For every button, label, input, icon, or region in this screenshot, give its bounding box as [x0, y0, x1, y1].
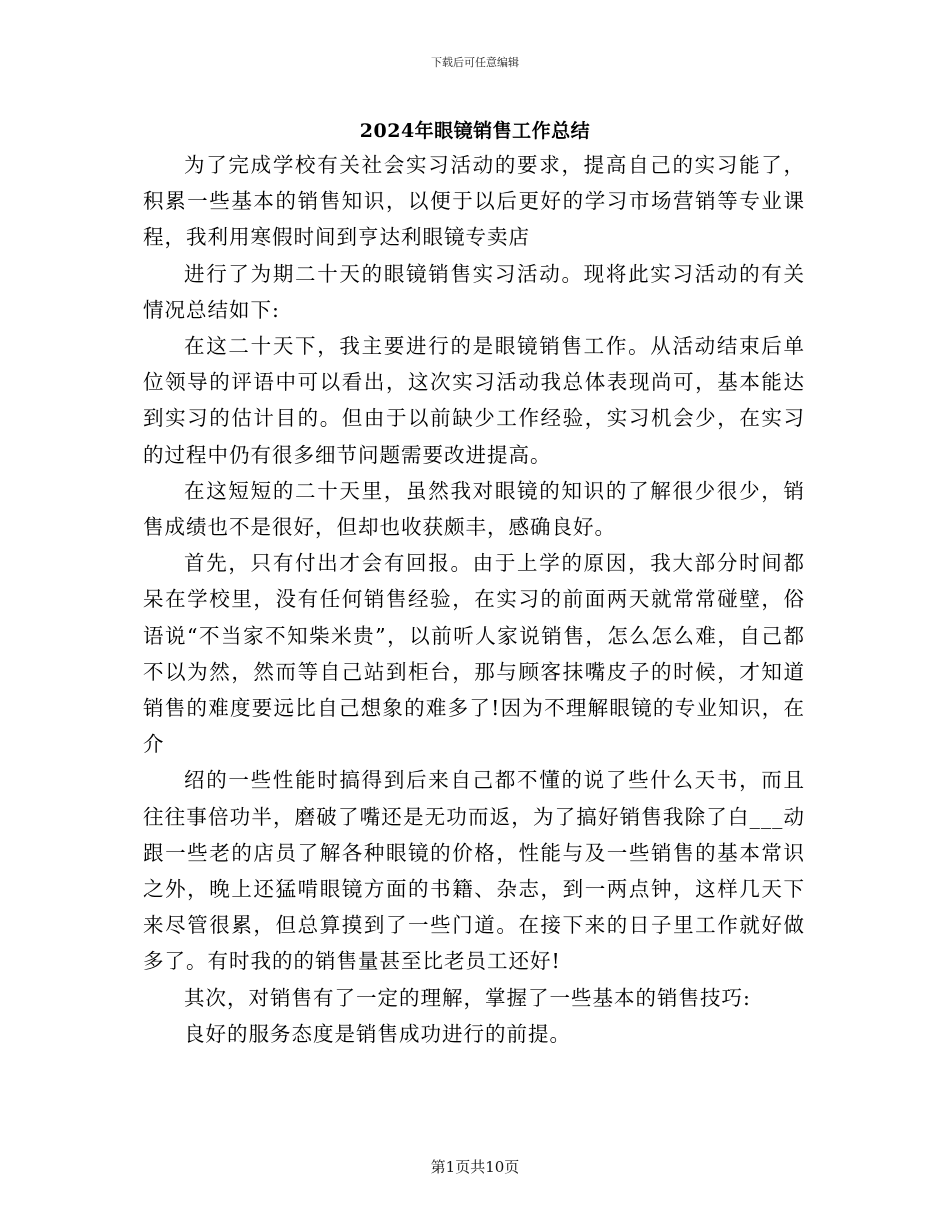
header-note: 下载后可任意编辑 [431, 56, 519, 69]
paragraph: 在这二十天下，我主要进行的是眼镜销售工作。从活动结束后单位领导的评语中可以看出，这次实习活动我总体表现尚可，基本能达到实习的估计目的。但由于以前缺少工作经验，实习机会少，在实习的过程中仍有很多细节问题需要改进提高。 [143, 334, 805, 467]
document-title: 2024年眼镜销售工作总结 [359, 120, 591, 142]
paragraph: 良好的服务态度是销售成功进行的前提。 [184, 1021, 571, 1046]
paragraph: 其次，对销售有了一定的理解，掌握了一些基本的销售技巧: [184, 985, 751, 1010]
document-body [143, 147, 805, 1052]
paragraph: 首先，只有付出才会有回报。由于上学的原因，我大部分时间都呆在学校里，没有任何销售经验，在实习的前面两天就常常碰壁，俗语说“不当家不知柴米贵”，以前听人家说销售，怎么怎么难，自己都不以为然，然而等自己站到柜台，那与顾客抹嘴皮子的时候，才知道销售的难度要远比自己想象的难多了!因为不理解眼镜的专业知识，在介 [143, 551, 805, 757]
paragraph: 为了完成学校有关社会实习活动的要求，提高自己的实习能了，积累一些基本的销售知识，以便于以后更好的学习市场营销等专业课程，我利用寒假时间到亨达利眼镜专卖店 [143, 153, 805, 250]
paragraph: 进行了为期二十天的眼镜销售实习活动。现将此实习活动的有关情况总结如下: [143, 261, 805, 322]
paragraph: 绍的一些性能时搞得到后来自己都不懂的说了些什么天书，而且往往事倍功半，磨破了嘴还是无功而返，为了搞好销售我除了白___动跟一些老的店员了解各种眼镜的价格，性能与及一些销售的基本常识之外，晚上还猛啃眼镜方面的书籍、杂志，到一两点钟，这样几天下来尽管很累，但总算摸到了一些门道。在接下来的日子里工作就好做多了。有时我的的销售量甚至比老员工还好! [143, 768, 805, 974]
paragraph: 在这短短的二十天里，虽然我对眼镜的知识的了解很少很少，销售成绩也不是很好，但却也收获颇丰，感确良好。 [143, 478, 805, 540]
page-number: 第1页共10页 [430, 1158, 520, 1176]
